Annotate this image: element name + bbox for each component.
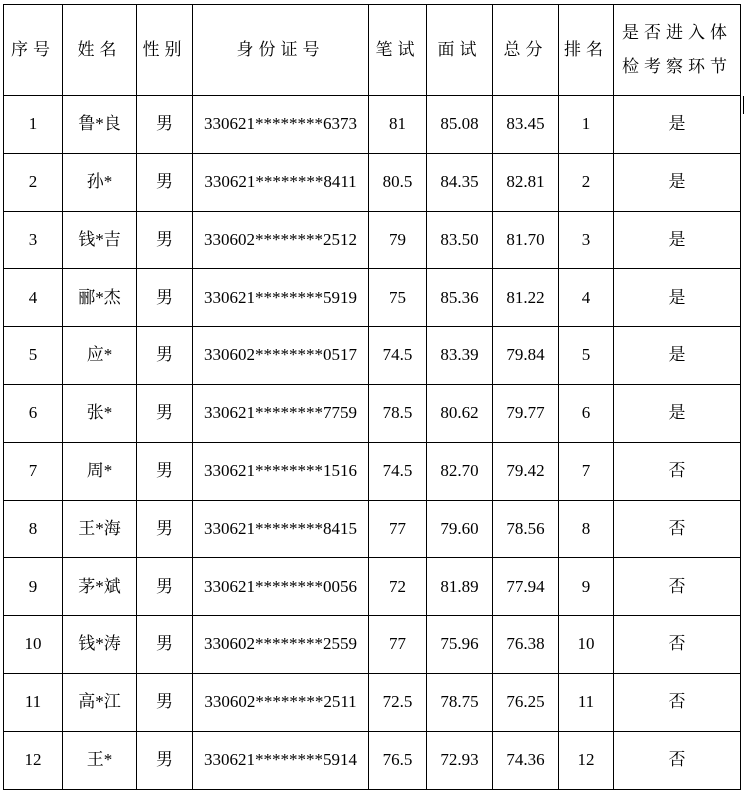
cell-interview: 72.93 [427,731,493,789]
cell-interview: 84.35 [427,153,493,211]
cell-gender: 男 [137,442,193,500]
cell-qualified: 是 [614,211,741,269]
cell-id_number: 330621********6373 [193,96,369,154]
cell-qualified: 是 [614,384,741,442]
cell-name: 王*海 [63,500,137,558]
cell-gender: 男 [137,500,193,558]
cell-id_number: 330602********0517 [193,327,369,385]
cell-total: 82.81 [493,153,559,211]
table-row [4,327,741,385]
cell-total: 76.38 [493,616,559,674]
cell-id_number: 330621********8415 [193,500,369,558]
cell-seq: 3 [4,211,63,269]
column-header-seq: 序号 [4,5,63,96]
cell-written: 72.5 [369,673,427,731]
cell-rank: 3 [559,211,614,269]
table-row [4,211,741,269]
cell-interview: 85.08 [427,96,493,154]
table-row [4,96,741,154]
cell-id_number: 330621********5914 [193,731,369,789]
cell-written: 80.5 [369,153,427,211]
column-header-qualified-line: 检考察环节 [622,57,732,76]
cell-total: 81.70 [493,211,559,269]
cell-written: 74.5 [369,442,427,500]
cell-seq: 5 [4,327,63,385]
cell-name: 钱*吉 [63,211,137,269]
cell-interview: 83.39 [427,327,493,385]
cell-id_number: 330602********2512 [193,211,369,269]
cell-seq: 11 [4,673,63,731]
cell-id_number: 330621********8411 [193,153,369,211]
cell-total: 74.36 [493,731,559,789]
cell-name: 孙* [63,153,137,211]
table-row [4,616,741,674]
cell-id_number: 330602********2559 [193,616,369,674]
cell-id_number: 330621********5919 [193,269,369,327]
cell-rank: 12 [559,731,614,789]
cell-qualified: 否 [614,673,741,731]
cell-qualified: 否 [614,442,741,500]
table-row [4,384,741,442]
table-row [4,153,741,211]
table-row [4,558,741,616]
table-row [4,500,741,558]
table-header-row [4,5,741,96]
table-header [4,5,741,96]
cell-interview: 83.50 [427,211,493,269]
cell-seq: 7 [4,442,63,500]
cell-rank: 11 [559,673,614,731]
cell-name: 钱*涛 [63,616,137,674]
cell-seq: 2 [4,153,63,211]
column-header-rank: 排名 [559,5,614,96]
cell-seq: 1 [4,96,63,154]
cell-interview: 75.96 [427,616,493,674]
cell-rank: 9 [559,558,614,616]
cell-rank: 2 [559,153,614,211]
cell-gender: 男 [137,673,193,731]
table-row [4,673,741,731]
cell-written: 76.5 [369,731,427,789]
cell-gender: 男 [137,327,193,385]
column-header-name: 姓名 [63,5,137,96]
cell-written: 74.5 [369,327,427,385]
cell-seq: 12 [4,731,63,789]
cell-rank: 5 [559,327,614,385]
cell-name: 周* [63,442,137,500]
cell-id_number: 330621********7759 [193,384,369,442]
cell-interview: 85.36 [427,269,493,327]
column-header-interview: 面试 [427,5,493,96]
cell-total: 83.45 [493,96,559,154]
column-header-total: 总分 [493,5,559,96]
cell-interview: 78.75 [427,673,493,731]
cell-rank: 4 [559,269,614,327]
cell-written: 77 [369,500,427,558]
cell-written: 72 [369,558,427,616]
cell-qualified: 是 [614,327,741,385]
cell-total: 79.84 [493,327,559,385]
cell-interview: 81.89 [427,558,493,616]
column-header-gender: 性别 [137,5,193,96]
cell-name: 王* [63,731,137,789]
cell-written: 75 [369,269,427,327]
cell-gender: 男 [137,153,193,211]
cell-total: 81.22 [493,269,559,327]
cell-rank: 7 [559,442,614,500]
cell-gender: 男 [137,269,193,327]
cell-written: 78.5 [369,384,427,442]
cell-interview: 79.60 [427,500,493,558]
cell-name: 鲁*良 [63,96,137,154]
cell-seq: 8 [4,500,63,558]
cell-name: 茅*斌 [63,558,137,616]
table-row [4,731,741,789]
column-header-id_number: 身份证号 [193,5,369,96]
cell-interview: 80.62 [427,384,493,442]
cell-gender: 男 [137,384,193,442]
cell-rank: 8 [559,500,614,558]
cell-seq: 10 [4,616,63,674]
cell-name: 张* [63,384,137,442]
cell-written: 81 [369,96,427,154]
cell-qualified: 是 [614,96,741,154]
cell-gender: 男 [137,211,193,269]
cell-qualified: 是 [614,153,741,211]
cell-total: 76.25 [493,673,559,731]
cell-gender: 男 [137,616,193,674]
cell-total: 79.42 [493,442,559,500]
cell-interview: 82.70 [427,442,493,500]
cell-gender: 男 [137,731,193,789]
cell-qualified: 是 [614,269,741,327]
cell-qualified: 否 [614,731,741,789]
table-row [4,442,741,500]
column-header-written: 笔试 [369,5,427,96]
table-row [4,269,741,327]
cell-id_number: 330621********1516 [193,442,369,500]
cell-written: 77 [369,616,427,674]
cell-name: 高*江 [63,673,137,731]
cell-rank: 1 [559,96,614,154]
cell-rank: 6 [559,384,614,442]
cell-qualified: 否 [614,558,741,616]
cell-id_number: 330602********2511 [193,673,369,731]
cell-total: 77.94 [493,558,559,616]
cell-seq: 4 [4,269,63,327]
cursor-artifact [743,96,744,114]
table-body [4,96,741,790]
cell-name: 应* [63,327,137,385]
cell-seq: 9 [4,558,63,616]
cell-seq: 6 [4,384,63,442]
candidate-score-table [3,4,741,790]
column-header-qualified-line: 是否进入体 [622,22,732,42]
column-header-qualified [614,5,741,96]
cell-total: 79.77 [493,384,559,442]
cell-qualified: 否 [614,500,741,558]
cell-name: 郦*杰 [63,269,137,327]
cell-qualified: 否 [614,616,741,674]
cell-gender: 男 [137,558,193,616]
cell-gender: 男 [137,96,193,154]
cell-id_number: 330621********0056 [193,558,369,616]
cell-written: 79 [369,211,427,269]
cell-total: 78.56 [493,500,559,558]
cell-rank: 10 [559,616,614,674]
